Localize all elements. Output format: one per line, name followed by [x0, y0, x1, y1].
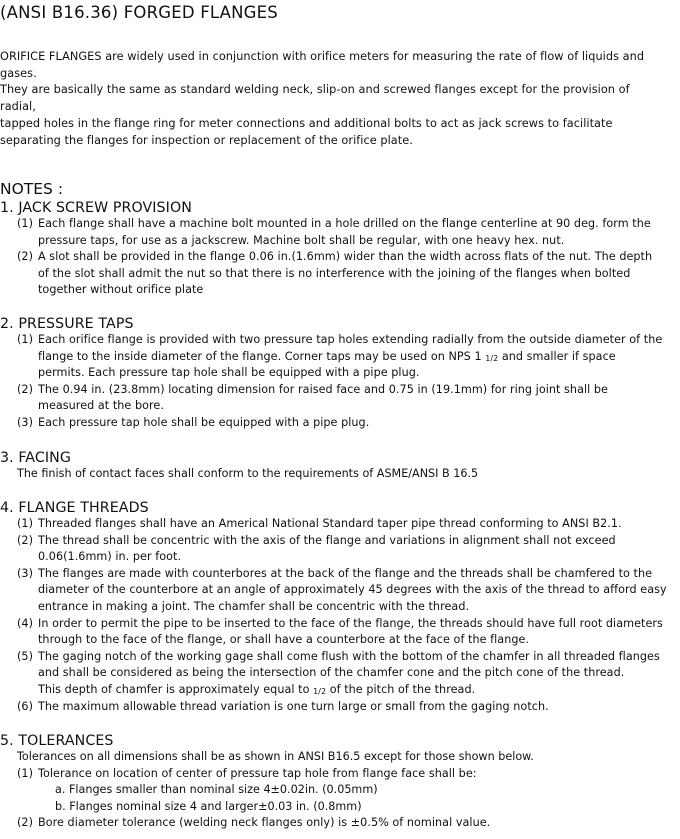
item-text: measured at the bore.: [38, 399, 164, 413]
item-number: (4): [17, 616, 33, 630]
intro-paragraph: [0, 49, 676, 149]
item-continuation: [0, 282, 680, 299]
item-text: Tolerance on location of center of pressure tap hole from flange face shall be:: [38, 766, 477, 780]
item-text: The maximum allowable thread variation is one turn large or small from the gaging notch.: [38, 699, 549, 713]
note-item: [0, 216, 680, 233]
intro-line: ORIFICE FLANGES are widely used in conjunction with orifice meters for measuring the rate of flow of liquids and: [0, 50, 645, 63]
section-title: 2. PRESSURE TAPS: [0, 316, 134, 332]
intro-line: They are basically the same as standard welding neck, slip-on and screwed flanges except for the provision of: [0, 83, 630, 97]
item-text: 0.06(1.6mm) in. per foot.: [38, 550, 182, 564]
item-number: (3): [17, 415, 33, 429]
item-number: (2): [17, 816, 33, 830]
item-continuation: [0, 682, 680, 699]
note-item: [0, 649, 680, 666]
intro-line: separating the flanges for inspection or replacement of the orifice plate.: [0, 133, 413, 147]
item-continuation: [0, 549, 680, 566]
note-item: [0, 516, 680, 533]
intro-line: radial,: [0, 100, 36, 114]
section-title: 3. FACING: [0, 450, 71, 466]
item-number: (3): [17, 566, 33, 580]
item-continuation: [0, 599, 680, 616]
section-text: The finish of contact faces shall conform to the requirements of ASME/ANSI B 16.5: [17, 467, 479, 480]
note-item: [0, 616, 680, 633]
item-text: In order to permit the pipe to be inserted to the face of the flange, the threads should have full root diameters: [38, 616, 663, 630]
item-text: together without orifice plate: [38, 283, 204, 297]
section-tolerances: [0, 733, 680, 832]
text-part: This depth of chamfer is approximately equal to: [38, 682, 314, 696]
item-text: permits. Each pressure tap hole shall be equipped with a pipe plug.: [38, 366, 420, 380]
item-number: (1): [17, 766, 33, 780]
section-title: 1. JACK SCREW PROVISION: [0, 200, 192, 216]
page-title: (ANSI B16.36) FORGED FLANGES: [0, 3, 278, 22]
fraction: 1/2: [313, 686, 327, 696]
item-text: The thread shall be concentric with the axis of the flange and variations in alignment shall not exceed: [38, 533, 616, 547]
note-item: [0, 699, 680, 716]
item-number: (2): [17, 250, 33, 264]
item-number: (1): [17, 517, 33, 530]
text-part: and smaller if space: [498, 349, 616, 363]
item-continuation: [0, 349, 680, 366]
section-title: 4. FLANGE THREADS: [0, 500, 149, 516]
section-facing: [0, 450, 680, 483]
note-item: [0, 332, 680, 349]
item-text: Each pressure tap hole shall be equipped with a pipe plug.: [38, 415, 370, 429]
note-item: [0, 566, 680, 583]
section-flange-threads: [0, 500, 680, 715]
item-text: through to the face of the flange, or shall have a counterbore at the face of the flange.: [38, 633, 530, 647]
note-item: [0, 382, 680, 399]
item-number: (2): [17, 533, 33, 547]
item-text: entrance in making a joint. The chamfer shall be concentric with the thread.: [38, 599, 470, 613]
item-continuation: [0, 233, 680, 250]
item-continuation: [0, 365, 680, 382]
section-text: Tolerances on all dimensions shall be as shown in ANSI B16.5 except for those shown below.: [17, 750, 534, 763]
item-text: The gaging notch of the working gage shall come flush with the bottom of the chamfer in all threaded flanges: [38, 649, 660, 663]
item-number: (6): [17, 699, 33, 713]
item-number: (1): [17, 217, 33, 230]
item-number: (1): [17, 333, 33, 346]
sub-item: a. Flanges smaller than nominal size 4±0.02in. (0.05mm): [55, 783, 378, 797]
item-text: Each flange shall have a machine bolt mounted in a hole drilled on the flange centerline at 90 deg. form the: [38, 217, 651, 230]
note-item: [0, 815, 680, 832]
item-number: (5): [17, 649, 33, 663]
note-item: [0, 766, 680, 783]
item-text: of the slot shall admit the nut so that there is no interference with the joining of the flanges when bolted: [38, 266, 631, 280]
note-item: [0, 249, 680, 266]
item-text: Threaded flanges shall have an Americal National Standard taper pipe thread conforming to ANSI B2.1.: [38, 517, 622, 530]
item-text: pressure taps, for use as a jackscrew. Machine bolt shall be regular, with one heavy hex. nut.: [38, 233, 565, 247]
item-continuation: [0, 665, 680, 682]
item-text: The 0.94 in. (23.8mm) locating dimension for raised face and 0.75 in (19.1mm) for ring joint shall be: [38, 382, 608, 396]
item-continuation: [0, 632, 680, 649]
intro-line: gases.: [0, 66, 37, 80]
item-text: The flanges are made with counterbores at the back of the flange and the threads shall be chamfered to the: [38, 566, 653, 580]
note-item: [0, 533, 680, 550]
text-part: flange to the inside diameter of the flange. Corner taps may be used on NPS 1: [38, 349, 486, 363]
item-text: Each orifice flange is provided with two pressure tap holes extending radially from the outside diameter of the: [38, 333, 663, 346]
text-part: of the pitch of the thread.: [326, 682, 476, 696]
intro-line: tapped holes in the flange ring for meter connections and additional bolts to act as jack screws to facilitate: [0, 116, 613, 130]
section-jack-screw: [0, 200, 680, 299]
fraction: 1/2: [485, 353, 499, 363]
item-continuation: [0, 398, 680, 415]
item-text: A slot shall be provided in the flange 0.06 in.(1.6mm) wider than the width across flats of the nut. The depth: [38, 250, 653, 264]
section-pressure-taps: [0, 316, 680, 432]
sub-item: b. Flanges nominal size 4 and larger±0.03 in. (0.8mm): [55, 799, 362, 813]
item-text: Bore diameter tolerance (welding neck flanges only) is ±0.5% of nominal value.: [38, 816, 491, 830]
section-title: 5. TOLERANCES: [0, 733, 114, 749]
item-number: (2): [17, 382, 33, 396]
item-text: diameter of the counterbore at an angle of approximately 45 degrees with the axis of the thread to afford easy: [38, 583, 667, 597]
item-text: and shall be considered as being the intersection of the chamfer cone and the pitch cone of the thread.: [38, 666, 625, 680]
notes-heading: NOTES :: [0, 180, 64, 198]
note-item: [0, 415, 680, 432]
item-continuation: [0, 266, 680, 283]
item-continuation: [0, 582, 680, 599]
